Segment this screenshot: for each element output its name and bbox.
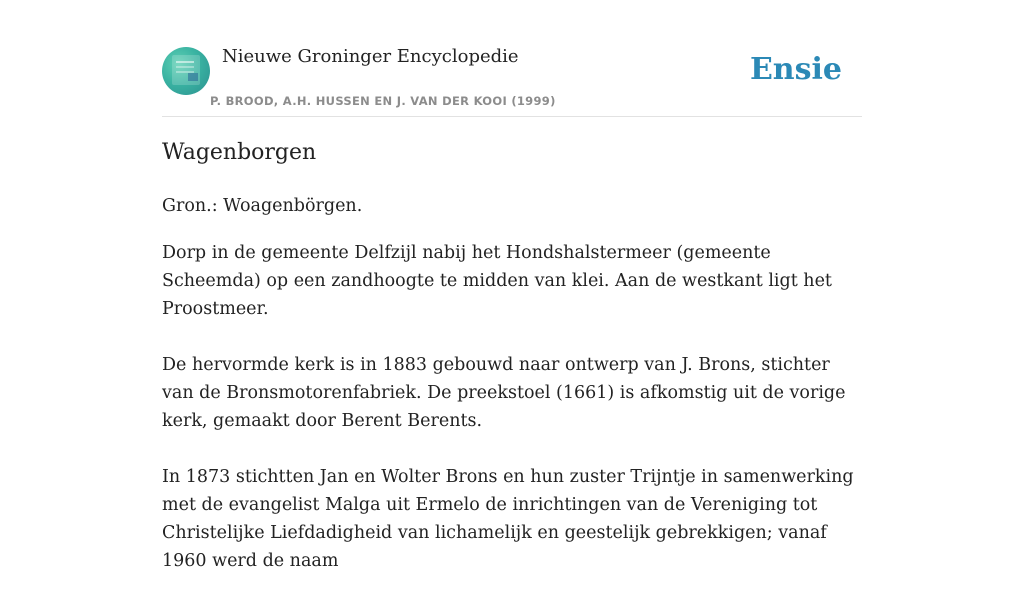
entry-title: Wagenborgen: [162, 140, 317, 165]
page: [162, 0, 862, 571]
entry-paragraph: In 1873 stichtten Jan en Wolter Brons en hun zuster Trijntje in samenwerking met de evangelist Malga uit Ermelo de inrichtingen van de Vereniging tot Christelijke Liefdadigheid van lichamelijk en geestelijk gebrekkigen; vanaf 1960 werd de naam: [162, 467, 854, 571]
brand-logo-link[interactable]: Ensie: [749, 52, 842, 87]
entry-alias: Gron.: Woagenbörgen.: [162, 196, 363, 216]
entry-body: [162, 192, 862, 594]
book-title[interactable]: Nieuwe Groninger Encyclopedie: [222, 46, 519, 67]
header: [162, 0, 862, 117]
book-authors: P. BROOD, A.H. HUSSEN EN J. VAN DER KOOI (1999): [210, 94, 556, 108]
book-cover-art: [172, 55, 200, 85]
entry-paragraph: De hervormde kerk is in 1883 gebouwd naar ontwerp van J. Brons, stichter van de Bronsmotorenfabriek. De preekstoel (1661) is afkomstig uit de vorige kerk, gemaakt door Berent Berents.: [162, 355, 846, 431]
book-cover-image[interactable]: [162, 47, 210, 95]
entry-paragraph: Dorp in de gemeente Delfzijl nabij het Hondshalstermeer (gemeente Scheemda) op een zandhoogte te midden van klei. Aan de westkant ligt het Proostmeer.: [162, 243, 832, 319]
